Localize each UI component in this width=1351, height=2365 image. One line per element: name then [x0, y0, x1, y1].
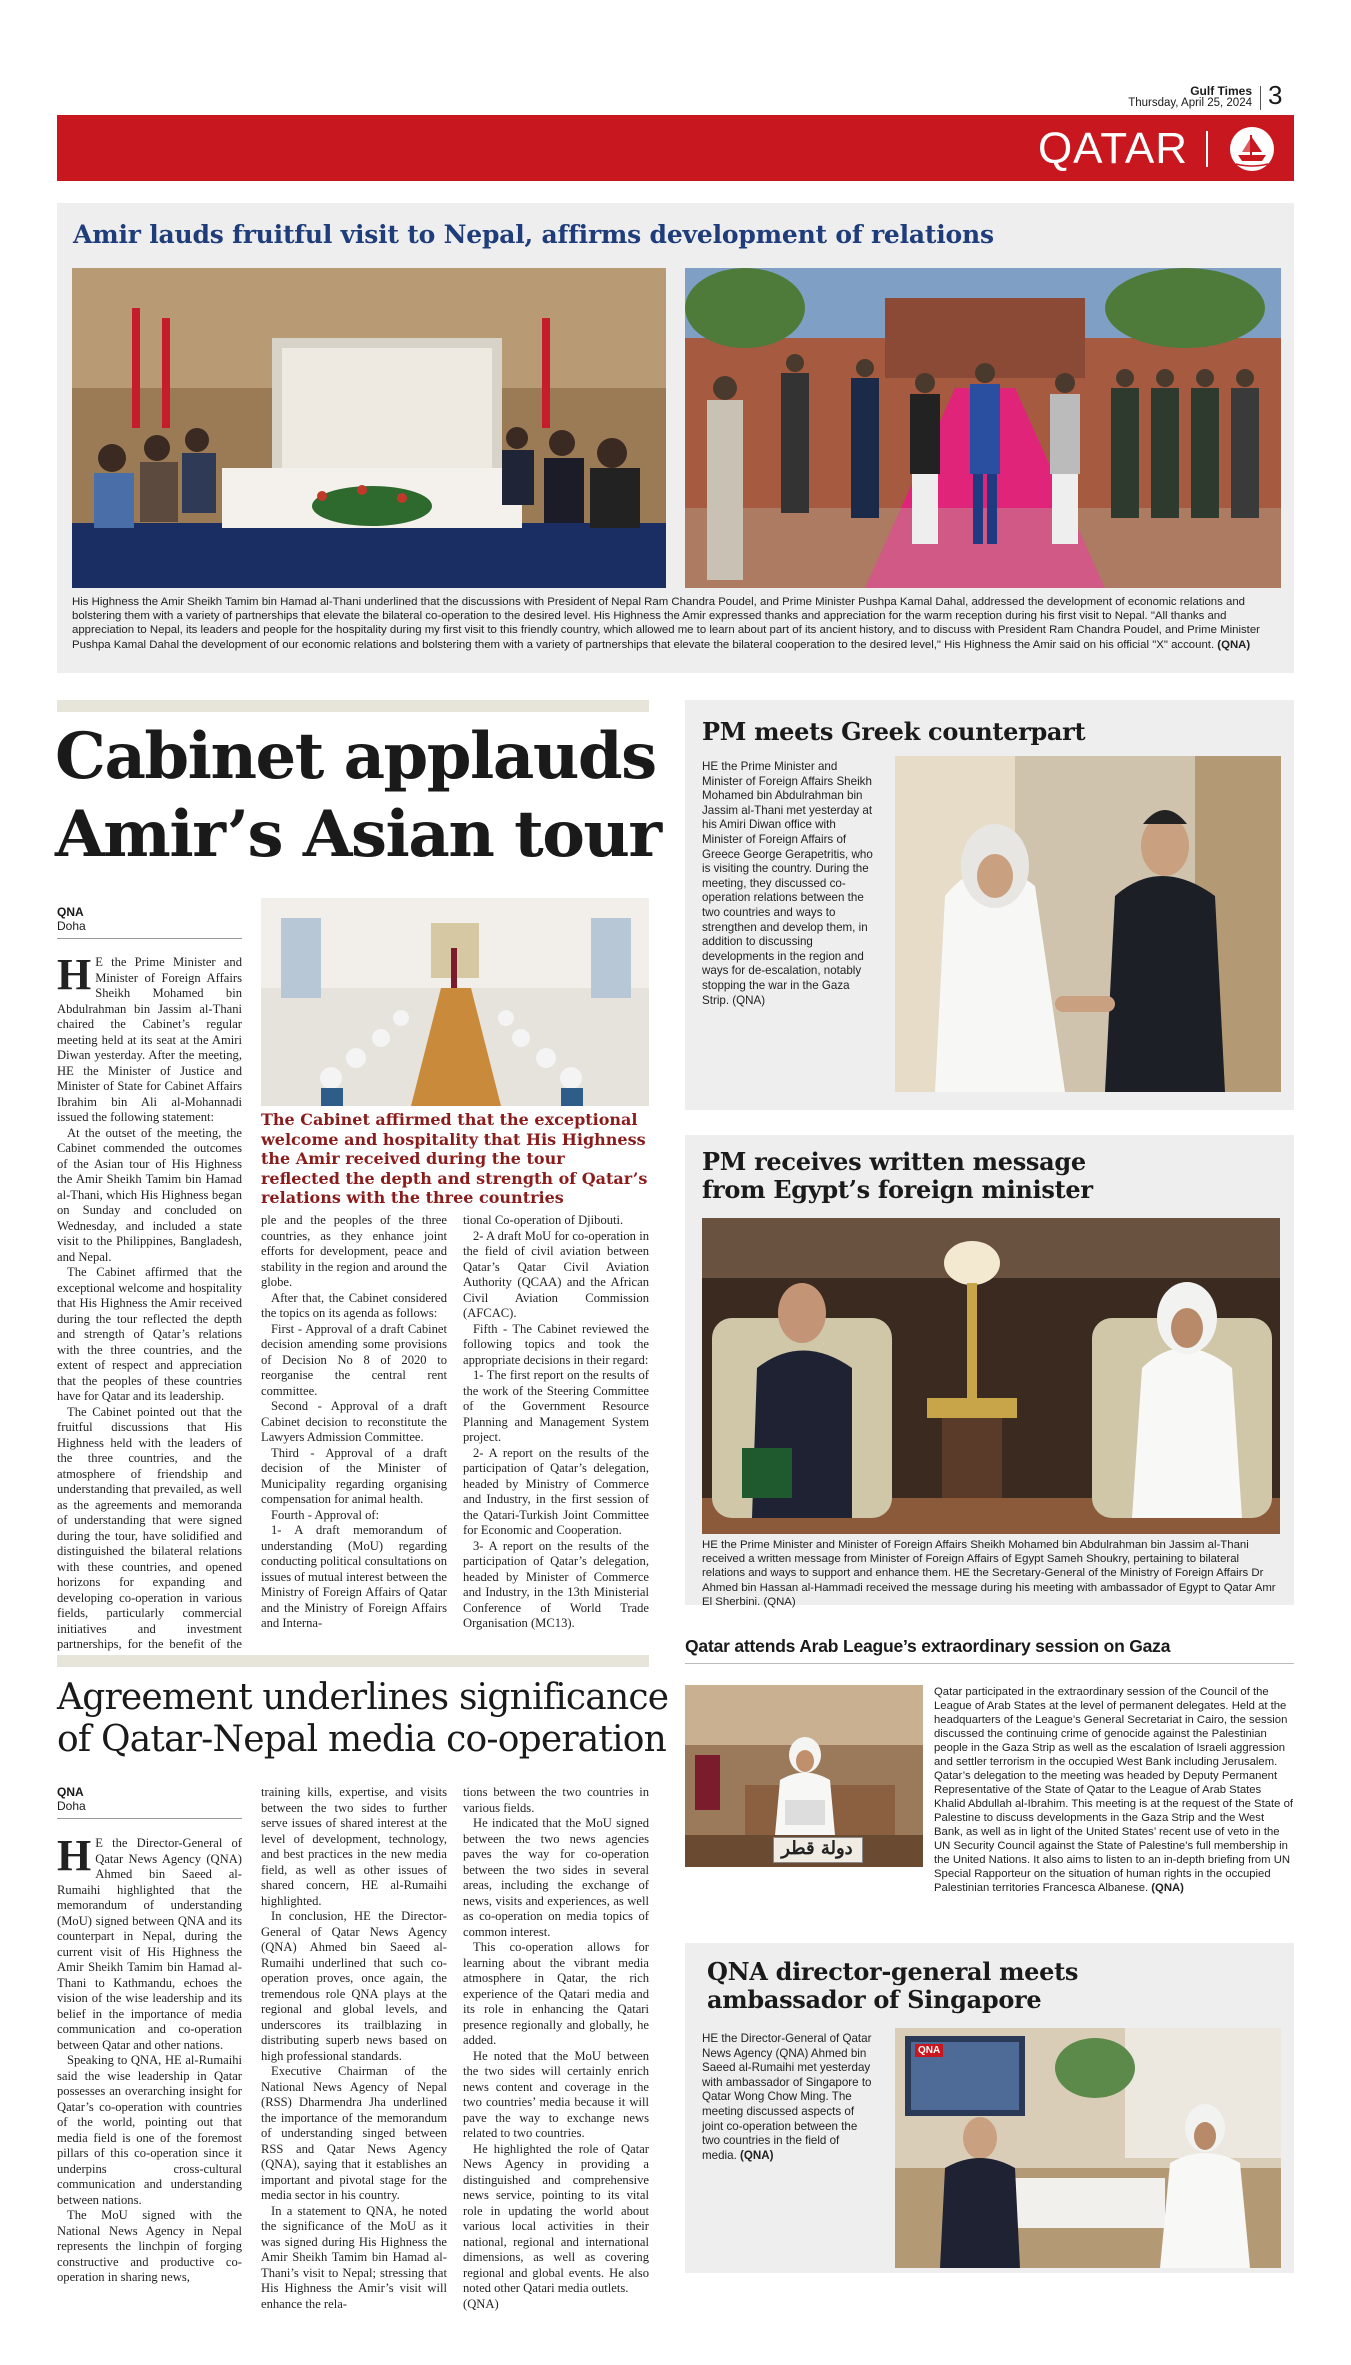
arab-league-body [934, 1685, 1294, 1895]
nepal-media-paragraph: In conclusion, HE the Director-General of Qatar News Agency (QNA) Ahmed bin Saeed al-Rumaihi underlined that such co-operation proves, once again, the tremendous role QNA plays at the regional and global levels, and underscores its trailblazing in distributing superb news based on high professional standards. [261, 1909, 447, 2063]
cabinet-paragraph: Third - Approval of a draft decision of the Minister of Municipality regarding organising compensation for animal health. [261, 1445, 447, 1506]
nepal-media-paragraph: The MoU signed with the National News Agency in Nepal represents the linchpin of forging constructive and productive co-operation in sharing news, [57, 2208, 242, 2284]
cabinet-byline-rule [57, 938, 242, 939]
nepal-media-credit: (QNA) [463, 2296, 499, 2311]
cabinet-column-2 [261, 1213, 447, 1632]
cabinet-dateline: Doha [57, 919, 86, 933]
section-banner [57, 115, 1294, 181]
cabinet-paragraph: 1- A draft memorandum of understanding (MoU) regarding conducting political consultations on issues of mutual interest between the Ministry of Foreign Affairs of Qatar and the Ministry of Foreign Affairs and Interna- [261, 1523, 447, 1630]
nepal-arrival-ceremony-photo [685, 268, 1281, 588]
greek-body-text: HE the Prime Minister and Minister of Foreign Affairs Sheikh Mohamed bin Abdulrahman bin Jassim al-Thani met yesterday at his Amiri Diwan office with Minister of Foreign Affairs of Greece George Gerapetritis, who is visiting the country. During the meeting, they discussed co-operation relations between the two countries and ways to strengthen and develop them, in addition to discussing developments in the region and ways for de-escalation, notably stopping the war in the Gaza Strip. [702, 760, 873, 1007]
nepal-media-headline-line2: of Qatar-Nepal media co-operation [57, 1719, 667, 1760]
egypt-credit: (QNA) [763, 1595, 796, 1608]
nepal-media-paragraph: He indicated that the MoU signed between the two news agencies paves the way for co-operation between the two sides in several areas, including the exchange of news, visits and experiences, as well as co-operation on media topics of common interest. [463, 1816, 649, 1939]
cabinet-paragraph: After that, the Cabinet considered the topics on its agenda as follows: [261, 1290, 447, 1320]
nepal-media-headline-line1: Agreement underlines significance [57, 1677, 669, 1718]
cabinet-column-3 [463, 1213, 649, 1632]
nepal-media-paragraph: tions between the two countries in various fields. [463, 1785, 649, 1815]
top-story-credit: (QNA) [1217, 638, 1251, 651]
arab-league-nameplate-text: دولة قطر [781, 1838, 853, 1859]
page-number-divider [1260, 86, 1261, 110]
top-story-caption-text: His Highness the Amir Sheikh Tamim bin Hamad al-Thani underlined that the discussions with President of Nepal Ram Chandra Poudel, and Prime Minister Pushpa Kamal Dahal, addressed the development of economic relations and bolstering them with a variety of partnerships that elevate the bilateral co-operation to the desired level. His Highness the Amir expressed thanks and appreciation for the warm reception during his first visit to Nepal. "All thanks and appreciation to Nepal, its leaders and people for the hospitality during my first visit to this friendly country, which allowed me to learn about part of its ancient history, and to discuss with President Ram Chandra Poudel, and Prime Minister Pushpa Kamal Dahal the development of our economic relations and bolstering them with a variety of partnerships that elevate the bilateral cooperation to the desired level," His Highness the Amir said on his official "X" account. [72, 596, 1260, 651]
nepal-media-paragraph: Speaking to QNA, HE al-Rumaihi said the wise leadership in Qatar possesses an overarching insight for Qatar’s co-operation with countries of the world, pointing out that media field is one of the foremost pillars of this co-operation since it underpins cross-cultural communication and understanding between nations. [57, 2053, 242, 2207]
arab-league-body-text: Qatar participated in the extraordinary session of the Council of the League of Arab States at the level of permanent delegates. Held at the headquarters of the League’s General Secretariat in Cairo, the session discussed the continuing crime of genocide against the Palestinian people in the Gaza Strip as well as the escalation of Israeli aggression and settler terrorism in the occupied West Bank including Jerusalem. Qatar’s delegation to the meeting was headed by Deputy Permanent Representative of the State of Qatar to the League of Arab States Khalid Abdullah al-Ibrahim. This meeting is at the request of the State of Palestine to discuss developments in the Gaza Strip and the West Bank, as well as in light of the United States’ recent use of veto in the UN Security Council against the State of Palestine’s full membership in the United Nations. It also aims to listen to an in-depth briefing from UN Special Rapporteur on the situation of human rights in the occupied Palestinian territories Francesca Albanese. [934, 1686, 1293, 1894]
arab-league-headline: Qatar attends Arab League’s extraordinary session on Gaza [685, 1636, 1171, 1656]
egypt-meeting-photo [702, 1218, 1280, 1534]
egypt-headline-line1: PM receives written message [702, 1147, 1086, 1176]
top-story-headline: Amir lauds fruitful visit to Nepal, affirms development of relations [73, 220, 994, 249]
cabinet-paragraph: 1- The first report on the results of the work of the Steering Committee of the Government Resource Planning and Management System project. [463, 1368, 649, 1444]
arab-league-rule [685, 1663, 1294, 1664]
cabinet-paragraph: The Cabinet affirmed that the exceptional welcome and hospitality that His Highness the Amir received during the tour reflected the depth and strength of Qatar’s relations with the three countries, and the extent of respect and appreciation that the peoples of these countries have for Qatar and its leadership. [57, 1265, 242, 1403]
cabinet-paragraph: 2- A report on the results of the participation of Qatar’s delegation, headed by Ministry of Commerce and Industry, in the first session of the Qatari-Turkish Joint Committee for Economic and Cooperation. [463, 1445, 649, 1537]
nepal-media-dateline: Doha [57, 1799, 86, 1813]
greek-credit: (QNA) [732, 993, 766, 1007]
nepal-media-column-2 [261, 1785, 447, 2312]
greek-headline: PM meets Greek counterpart [702, 717, 1086, 746]
top-story-caption [72, 595, 1282, 652]
cabinet-source: QNA [57, 905, 84, 919]
cabinet-headline-line2: Amir’s Asian tour [55, 797, 661, 872]
paper-name: Gulf Times [1190, 84, 1252, 98]
nepal-media-paragraph: He highlighted the role of Qatar News Agency in providing a distinguished and comprehensive news service, pointing to its vital role in updating the world about various local activities in their national, regional and international dimensions, as well as covering regional and global events. He also noted other Qatari media outlets. [463, 2141, 649, 2295]
arab-league-credit: (QNA) [1151, 1882, 1184, 1894]
cabinet-paragraph: First - Approval of a draft Cabinet decision amending some provisions of Decision No 8 of 2020 to reorganise the central rent committee. [261, 1321, 447, 1398]
singapore-headline-line2: ambassador of Singapore [707, 1985, 1042, 2014]
dhow-icon [1228, 125, 1276, 173]
section-divider [1206, 131, 1208, 167]
cabinet-paragraph: The Cabinet pointed out that the fruitful discussions that His Highness held with the leaders of the three countries, and the atmosphere of friendship and understanding that prevailed, as well as the agreements and memoranda of understanding that were signed during the tour, have solidified and distinguished the bilateral relations with these countries, and opened horizons for expanding and developing co-operation in various fields, particularly commercial initiatives and investment partnerships, for the benefit of the [57, 1404, 243, 1651]
cabinet-paragraph: ple and the peoples of the three countries, as they enhance joint efforts for development, peace and stability in the region and around the globe. [261, 1213, 447, 1289]
nepal-media-top-rule [57, 1655, 649, 1667]
cabinet-pullquote: The Cabinet affirmed that the exceptional welcome and hospitality that His Highness the Amir received during the tour reflected the depth and strength of Qatar’s relations with the three countries [261, 1110, 648, 1207]
nepal-media-byline-rule [57, 1818, 242, 1819]
cabinet-paragraph: 3- A report on the results of the participation of Qatar’s delegation, headed by Minister of Commerce and Industry, in the 13th Ministerial Conference of World Trade Organisation (MC13). [463, 1538, 649, 1630]
egypt-caption [702, 1538, 1282, 1609]
egypt-caption-text: HE the Prime Minister and Minister of Foreign Affairs Sheikh Mohamed bin Abdulrahman bin Jassim al-Thani received a written message from Minister of Foreign Affairs of Egypt Sameh Shoukry, pertaining to bilateral relations and ways to support and enhance them. HE the Secretary-General of the Ministry of Foreign Affairs Dr Ahmed bin Hassan al-Hammadi received the message during his meeting with ambassador of Egypt to Qatar Amr El Sherbini. [702, 1539, 1276, 1608]
egypt-headline-line2: from Egypt’s foreign minister [702, 1175, 1093, 1204]
nepal-media-column-3 [463, 1785, 649, 2312]
nepal-media-paragraph: HE the Director-General of Qatar News Agency (QNA) Ahmed bin Saeed al-Rumaihi highlighted that the memorandum of understanding (MoU) signed between QNA and its counterpart in Nepal, during the current visit of His Highness the Amir Sheikh Tamim bin Hamad al-Thani to Kathmandu, echoes the vision of the wise leadership and its belief in the importance of media communication and co-operation between Qatar and other nations. [57, 1831, 242, 2052]
cabinet-headline-line1: Cabinet applauds [55, 719, 656, 794]
section-title: QATAR [1037, 124, 1188, 173]
nepal-media-paragraph: He noted that the MoU between the two sides will certainly enrich news content and coverage in the two countries’ media because it will pave the way to exchange news related to two countries. [463, 2048, 649, 2140]
cabinet-paragraph: Second - Approval of a draft Cabinet decision to reconstitute the Lawyers Admission Committee. [261, 1399, 447, 1444]
singapore-body [702, 2032, 874, 2163]
nepal-media-paragraph: In a statement to QNA, he noted the significance of the MoU as it was signed during His Highness the Amir Sheikh Tamim bin Hamad al-Thani’s visit to Nepal; stressing that His Highness the Amir’s visit will enhance the rela- [261, 2203, 447, 2311]
nepal-media-paragraph: training kills, expertise, and visits between the two sides to further serve issues of shared interest at the level of development, technology, and best practices in the new media field, as well as other issues of shared concern, HE al-Rumaihi highlighted. [261, 1785, 447, 1908]
singapore-headline-line1: QNA director-general meets [707, 1957, 1079, 1986]
singapore-body-text: HE the Director-General of Qatar News Agency (QNA) Ahmed bin Saeed al-Rumaihi met yesterday with ambassador of Singapore to Qatar Wong Chow Ming. The meeting discussed aspects of joint co-operation between the two countries in the field of media. [702, 2032, 872, 2162]
nepal-media-column-1 [57, 1831, 242, 2286]
qna-screen-logo: QNA [915, 2044, 943, 2057]
page-number: 3 [1268, 80, 1283, 110]
cabinet-meeting-photo [261, 898, 649, 1106]
nepal-media-paragraph: Executive Chairman of the National News Agency of Nepal (RSS) Dharmendra Jha underlined the importance of the memorandum of understanding singed between RSS and Qatar News Agency (QNA), saying that it establishes an important and pivotal stage for the media sector in his country. [261, 2064, 447, 2202]
cabinet-paragraph: 2- A draft MoU for co-operation in the field of civil aviation between Qatar’s Qatar Civil Aviation Authority (QCAA) and the African Civil Aviation Commission (AFCAC). [463, 1228, 649, 1320]
issue-date: Thursday, April 25, 2024 [1128, 97, 1252, 109]
greek-body [702, 760, 874, 1008]
cabinet-paragraph: tional Co-operation of Djibouti. [463, 1213, 624, 1227]
singapore-credit: (QNA) [740, 2148, 774, 2162]
cabinet-paragraph: Fourth - Approval of: [271, 1507, 380, 1522]
arab-league-photo [685, 1685, 923, 1867]
cabinet-paragraph: HE the Prime Minister and Minister of Foreign Affairs Sheikh Mohamed bin Abdulrahman bin Jassim al-Thani chaired the Cabinet’s regular meeting held at its seat at the Amiri Diwan yesterday. After the meeting, HE the Minister of Justice and Minister of State for Cabinet Affairs Ibrahim bin Ali al-Mohannadi issued the following statement: [57, 950, 242, 1124]
nepal-media-paragraph: This co-operation allows for learning about the vibrant media atmosphere in Qatar, the rich experience of the Qatari media and its role in enhancing the Qatari presence regionally and globally, he added. [463, 1940, 649, 2047]
nepal-media-source: QNA [57, 1785, 84, 1799]
cabinet-paragraph: Fifth - The Cabinet reviewed the following topics and took the appropriate decisions in their regard: [463, 1321, 649, 1367]
cabinet-paragraph: At the outset of the meeting, the Cabinet commended the outcomes of the Asian tour of His Highness the Amir Sheikh Tamim bin Hamad al-Thani, which His Highness began on Sunday and concluded on Wednesday, and included a state visit to the Philippines, Bangladesh, and Nepal. [57, 1125, 242, 1264]
singapore-meeting-photo [895, 2028, 1281, 2268]
cabinet-meeting-nepal-photo [72, 268, 666, 588]
greek-meeting-photo [895, 756, 1281, 1092]
cabinet-top-rule [57, 700, 649, 712]
cabinet-column-1 [57, 950, 243, 1668]
